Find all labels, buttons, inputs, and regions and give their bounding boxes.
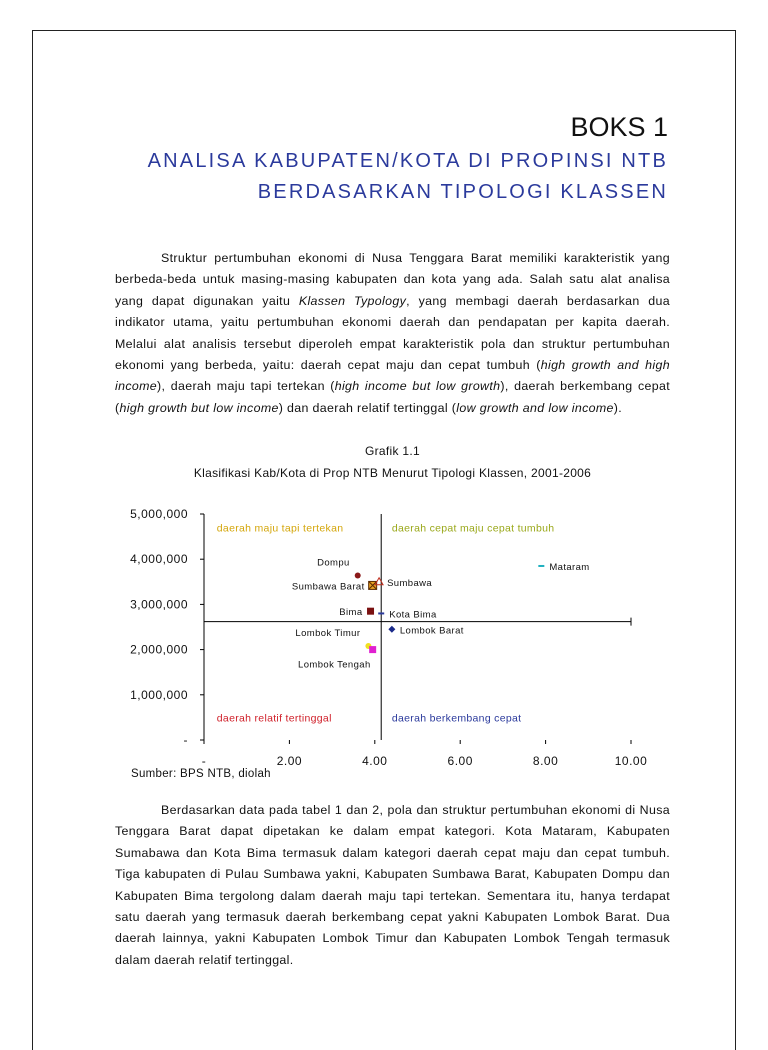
point-label: Lombok Tengah	[298, 659, 371, 671]
point-dompu	[355, 572, 361, 578]
point-label: Lombok Barat	[399, 625, 464, 637]
x-tick-label: 4.00	[362, 754, 388, 768]
y-tick-label: 3,000,000	[130, 597, 188, 612]
x-tick-label: 10.00	[614, 754, 648, 768]
paragraph-text: Struktur pertumbuhan ekonomi di Nusa Tenggara Barat memiliki karakteristik yang berbeda-beda untuk masing-masing kabupaten dan kota yang ada. Salah satu alat analisa yang dapat digunakan yaitu	[115, 251, 670, 308]
y-tick-label: 5,000,000	[130, 507, 188, 521]
title-line-2: BERDASARKAN TIPOLOGI KLASSEN	[257, 181, 668, 203]
analysis-paragraph	[115, 800, 670, 971]
quadrant-label: daerah maju tapi tertekan	[216, 522, 344, 535]
point-label: Mataram	[549, 561, 590, 573]
y-tick-label: 1,000,000	[130, 687, 188, 702]
italic-term: low growth and low income	[456, 400, 614, 415]
point-label: Sumbawa	[387, 577, 433, 589]
y-tick-label: 2,000,000	[130, 642, 188, 657]
italic-term: Klassen Typology	[298, 293, 407, 308]
point-label: Lombok Timur	[295, 627, 361, 639]
point-label: Bima	[339, 607, 363, 619]
box-number: BOKS 1	[570, 112, 668, 142]
paragraph-text: ), daerah maju tapi tertekan (	[157, 379, 335, 394]
paragraph-text: ) dan daerah relatif tertinggal (	[278, 400, 457, 415]
point-label: Kota Bima	[389, 609, 437, 621]
quadrant-label: daerah relatif tertinggal	[216, 712, 332, 725]
italic-term: high income but low growth	[334, 379, 501, 394]
point-label: Sumbawa Barat	[291, 581, 365, 593]
title-line-1: ANALISA KABUPATEN/KOTA DI PROPINSI NTB	[147, 150, 668, 172]
paragraph-text: ).	[613, 400, 623, 415]
quadrant-label: daerah berkembang cepat	[391, 712, 522, 725]
x-tick-label: 2.00	[276, 754, 303, 768]
x-tick-label: 8.00	[532, 754, 559, 768]
analysis-paragraph-text: Berdasarkan data pada tabel 1 dan 2, pola dan struktur pertumbuhan ekonomi di Nusa Tenggara Barat dapat dipetakan ke dalam empat kategori. Kota Mataram, Kabupaten Sumabawa dan Kota Bima termasuk dalam kategori daerah cepat maju dan cepat tumbuh. Tiga kabupaten di Pulau Sumbawa yakni, Kabupaten Sumbawa Barat, Kabupaten Dompu dan Kabupaten Bima tergolong dalam daerah maju tapi tertekan. Sementara itu, hanya terdapat satu daerah yang termasuk daerah berkembang cepat yakni Kabupaten Lombok Barat. Dua daerah lainnya, yakni Kabupaten Lombok Timur dan Kabupaten Lombok Tengah termasuk dalam daerah relatif tertinggal.	[115, 803, 670, 967]
figure-source: Sumber: BPS NTB, diolah	[131, 768, 271, 780]
point-label: Dompu	[317, 557, 350, 569]
point-bima	[367, 608, 374, 615]
x-tick-label: 6.00	[447, 754, 473, 768]
y-tick-label: -	[183, 733, 188, 747]
x-tick-label: -	[201, 754, 207, 768]
y-tick-label: 4,000,000	[130, 552, 188, 567]
point-lombok-barat	[388, 626, 395, 633]
italic-term: high growth but low income	[119, 400, 279, 415]
figure-title: Klasifikasi Kab/Kota di Prop NTB Menurut Tipologi Klassen, 2001-2006	[193, 466, 592, 480]
figure-number: Grafik 1.1	[364, 444, 421, 458]
paragraph-text: ), daerah berkembang cepat (	[115, 379, 671, 415]
point-lombok-tengah	[369, 646, 376, 653]
quadrant-label: daerah cepat maju cepat tumbuh	[391, 522, 555, 535]
italic-term: high growth and high income	[115, 358, 670, 394]
paragraph-text: , yang membagi daerah berdasarkan dua indikator utama, yaitu pertumbuhan ekonomi daerah dan pendapatan per kapita daerah. Melalui alat analisis tersebut diperoleh empat karakteristik pola dan struktur pertumbuhan ekonomi yang berbeda, yaitu: daerah cepat maju dan cepat tumbuh (	[115, 293, 670, 373]
